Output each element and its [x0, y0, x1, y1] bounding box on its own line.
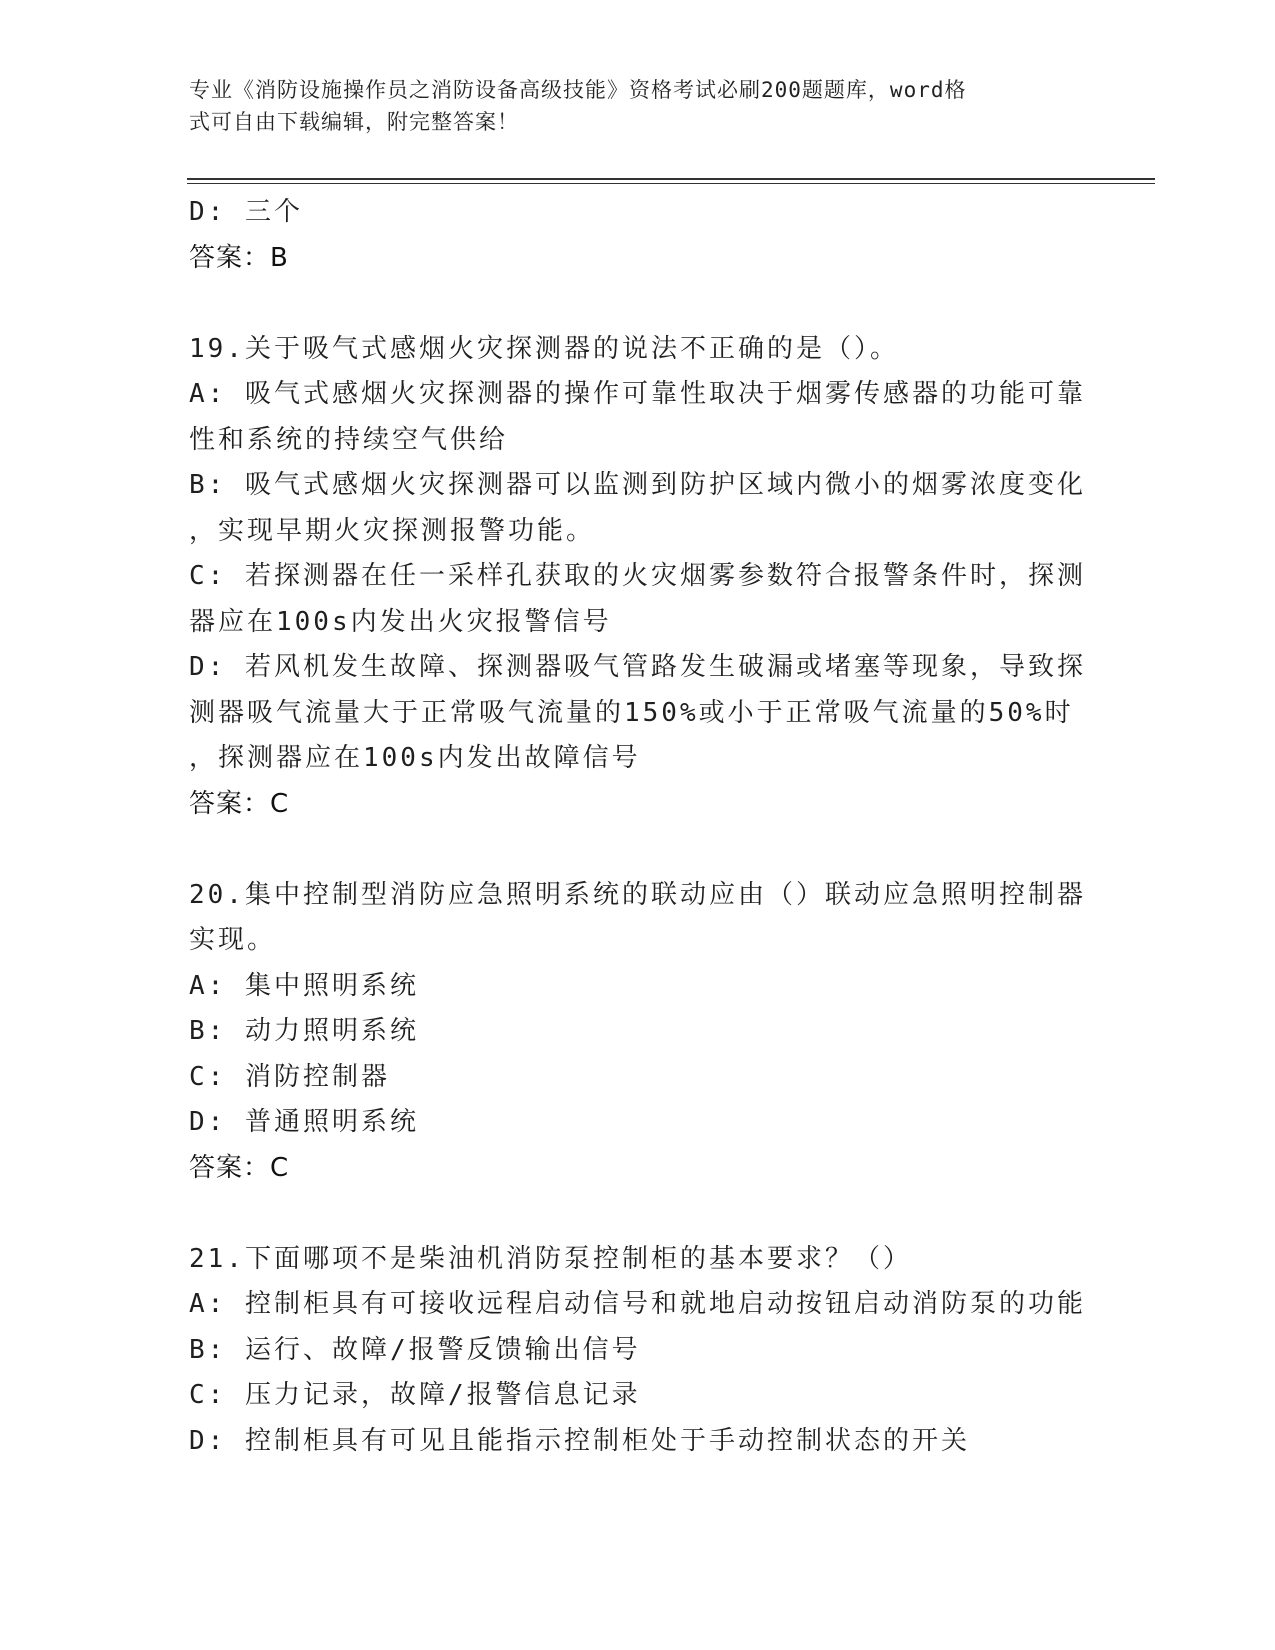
header-line-1: 专业《消防设施操作员之消防设备高级技能》资格考试必刷200题题库，word格 — [189, 78, 967, 102]
option-a: A: 控制柜具有可接收远程启动信号和就地启动按钮启动消防泵的功能 — [189, 1289, 1086, 1319]
option-c: C: 压力记录，故障/报警信息记录 — [189, 1380, 641, 1410]
question-stem: 21.下面哪项不是柴油机消防泵控制柜的基本要求？（） — [189, 1243, 912, 1274]
spacer — [189, 1191, 1089, 1237]
option-d: D: 普通照明系统 — [189, 1107, 419, 1137]
spacer — [189, 827, 1089, 873]
option-b: B: 动力照明系统 — [189, 1016, 419, 1046]
option-d: D: 控制柜具有可见且能指示控制柜处于手动控制状态的开关 — [189, 1425, 970, 1456]
option-b-line-1: B: 吸气式感烟火灾探测器可以监测到防护区域内微小的烟雾浓度变化 — [189, 470, 1086, 500]
question-stem: 19.关于吸气式感烟火灾探测器的说法不正确的是（）。 — [189, 333, 899, 364]
option-a-line-1: A: 吸气式感烟火灾探测器的操作可靠性取决于烟雾传感器的功能可靠 — [189, 379, 1086, 409]
option-c: C: 消防控制器 — [189, 1061, 390, 1092]
question-20 — [189, 873, 1089, 1192]
answer-line: 答案：C — [189, 1152, 290, 1183]
previous-question-tail — [189, 190, 1089, 281]
option-d-line-1: D: 若风机发生故障、探测器吸气管路发生破漏或堵塞等现象，导致探 — [189, 652, 1086, 682]
document-header — [189, 74, 1069, 138]
option-c-line-2: 器应在100s内发出火灾报警信号 — [189, 606, 612, 637]
option-b-line-2: ，实现早期火灾探测报警功能。 — [189, 515, 596, 546]
question-stem-line-2: 实现。 — [189, 925, 277, 955]
option-b: B: 运行、故障/报警反馈输出信号 — [189, 1334, 641, 1365]
header-line-2: 式可自由下载编辑，附完整答案！ — [189, 110, 519, 134]
option-d-line-3: ，探测器应在100s内发出故障信号 — [189, 743, 641, 773]
question-stem-line-1: 20.集中控制型消防应急照明系统的联动应由（）联动应急照明控制器 — [189, 879, 1086, 910]
question-content — [189, 190, 1089, 1464]
option-d-line-2: 测器吸气流量大于正常吸气流量的150%或小于正常吸气流量的50%时 — [189, 697, 1074, 728]
option-d: D: 三个 — [189, 197, 303, 227]
header-divider-thin — [187, 183, 1155, 184]
header-divider-thick — [187, 178, 1155, 180]
answer-line: 答案：C — [189, 788, 290, 819]
question-19 — [189, 327, 1089, 828]
option-a: A: 集中照明系统 — [189, 970, 419, 1001]
option-c-line-1: C: 若探测器在任一采样孔获取的火灾烟雾参数符合报警条件时，探测 — [189, 561, 1086, 591]
option-a-line-2: 性和系统的持续空气供给 — [189, 424, 509, 455]
spacer — [189, 281, 1089, 327]
answer-line: 答案：B — [189, 242, 289, 273]
question-21 — [189, 1237, 1089, 1465]
